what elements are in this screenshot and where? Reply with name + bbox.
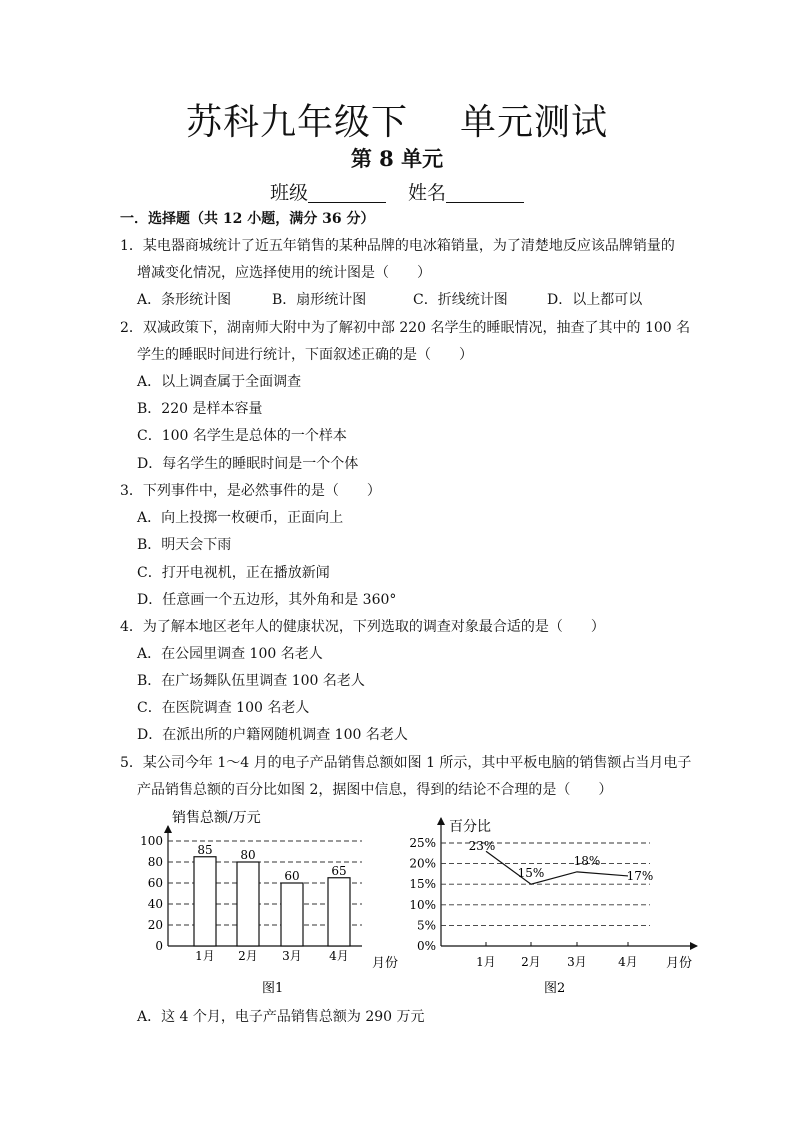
question-2-option-c: C．100 名学生是总体的一个样本	[137, 428, 347, 444]
class-label: 班级	[269, 182, 308, 204]
title-part1: 苏科九年级下	[185, 102, 408, 143]
figure-1-title: 销售总额/万元	[172, 810, 261, 826]
figure-1-x-tick-label: 4月	[329, 949, 349, 963]
question-2-option-d: D．每名学生的睡眠时间是一个个体	[137, 456, 359, 472]
question-3-line1: 3．下列事件中，是必然事件的是（ ）	[120, 483, 381, 499]
figure-2-series-line	[486, 851, 628, 884]
question-5-line1: 5．某公司今年 1～4 月的电子产品销售总额如图 1 所示，其中平板电脑的销售额占当月电子	[120, 755, 692, 771]
question-2-line2: 学生的睡眠时间进行统计，下面叙述正确的是（ ）	[137, 347, 473, 363]
question-3-option-b: B．明天会下雨	[137, 537, 232, 553]
figure-1-bar	[281, 883, 303, 946]
question-1-option-a: A．条形统计图	[137, 292, 232, 308]
figure-2-x-tick-label: 2月	[521, 955, 541, 969]
figure-2-y-tick-label: 15%	[409, 877, 436, 892]
figure-1-x-tick-label: 3月	[282, 949, 302, 963]
figure-2-x-label: 月份	[666, 956, 693, 971]
question-5-line2: 产品销售总额的百分比如图 2，据图中信息，得到的结论不合理的是（ ）	[137, 782, 613, 798]
question-1-line1: 1．某电器商城统计了近五年销售的某种品牌的电冰箱销量，为了清楚地反应该品牌销量的	[120, 238, 675, 254]
figure-2-x-tick-label: 3月	[567, 955, 587, 969]
figure-2-data-label: 23%	[468, 839, 496, 854]
figure-1-data-label: 85	[197, 842, 213, 857]
figure-1-y-tick-label: 20	[147, 918, 163, 932]
question-1-option-c: C．折线统计图	[413, 292, 508, 308]
figure-1-bar	[194, 857, 216, 946]
figure-1-x-tick-label: 2月	[238, 949, 258, 963]
question-3-option-d: D．任意画一个五边形，其外角和是 360°	[137, 592, 397, 608]
figure-1-y-tick-label: 60	[147, 876, 163, 890]
figure-2-y-tick-label: 25%	[409, 836, 436, 850]
question-4-option-a: A．在公园里调查 100 名老人	[137, 646, 323, 662]
question-2-option-a: A．以上调查属于全面调查	[137, 374, 302, 390]
question-1-line2: 增减变化情况，应选择使用的统计图是（ ）	[137, 265, 431, 281]
figure-1-caption: 图1	[262, 981, 284, 996]
question-4-option-d: D．在派出所的户籍网随机调查 100 名老人	[137, 727, 408, 743]
figure-2-y-tick-label: 20%	[409, 856, 436, 871]
name-label: 姓名	[408, 182, 447, 204]
figure-2-y-tick-label: 10%	[409, 897, 436, 912]
figure-1-y-tick-label: 100	[140, 834, 163, 848]
figure-2-x-tick-label: 1月	[476, 955, 496, 969]
figure-2-data-label: 18%	[573, 853, 601, 868]
question-4-option-b: B．在广场舞队伍里调查 100 名老人	[137, 673, 365, 689]
question-1-option-d: D．以上都可以	[547, 292, 643, 308]
figure-2-data-label: 15%	[517, 866, 545, 881]
question-4-line1: 4．为了解本地区老年人的健康状况，下列选取的调查对象最合适的是（ ）	[120, 619, 605, 635]
figure-1-x-tick-label: 1月	[195, 949, 215, 963]
figure-2-caption: 图2	[544, 981, 566, 996]
unit-subtitle: 第 8 单元	[350, 146, 444, 171]
figure-2-x-tick-label: 4月	[618, 955, 638, 969]
figure-2-title: 百分比	[449, 819, 491, 835]
figure-2-y-tick-label: 5%	[416, 918, 436, 933]
figure-1-data-label: 60	[284, 869, 300, 883]
figure-1-bar	[237, 862, 259, 946]
question-5-option-a: A．这 4 个月，电子产品销售总额为 290 万元	[137, 1009, 425, 1025]
figure-1-y-tick-label: 40	[147, 897, 163, 911]
question-2-option-b: B．220 是样本容量	[137, 401, 263, 417]
figure-1-x-label: 月份	[372, 956, 399, 971]
figure-2-y-tick-label: 0%	[416, 939, 436, 953]
figure-1-bar-chart	[140, 809, 398, 996]
question-4-option-c: C．在医院调查 100 名老人	[137, 700, 310, 716]
figure-1-bar	[328, 878, 350, 946]
question-3-option-c: C．打开电视机，正在播放新闻	[137, 565, 330, 581]
title-part2: 单元测试	[460, 102, 609, 143]
question-2-line1: 2．双减政策下，湖南师大附中为了解初中部 220 名学生的睡眠情况，抽查了其中的 100 名	[120, 320, 691, 336]
figure-1-y-tick-label: 0	[155, 939, 163, 953]
figure-1-data-label: 65	[331, 863, 347, 878]
question-3-option-a: A．向上投掷一枚硬币，正面向上	[137, 510, 344, 526]
figure-2-data-label: 17%	[626, 868, 654, 883]
question-1-option-b: B．扇形统计图	[272, 292, 367, 308]
figure-1-y-tick-label: 80	[147, 855, 163, 869]
figure-2-line-chart	[409, 818, 697, 996]
section-heading: 一．选择题（共 12 小题，满分 36 分）	[120, 211, 375, 227]
figure-1-data-label: 80	[240, 848, 256, 862]
